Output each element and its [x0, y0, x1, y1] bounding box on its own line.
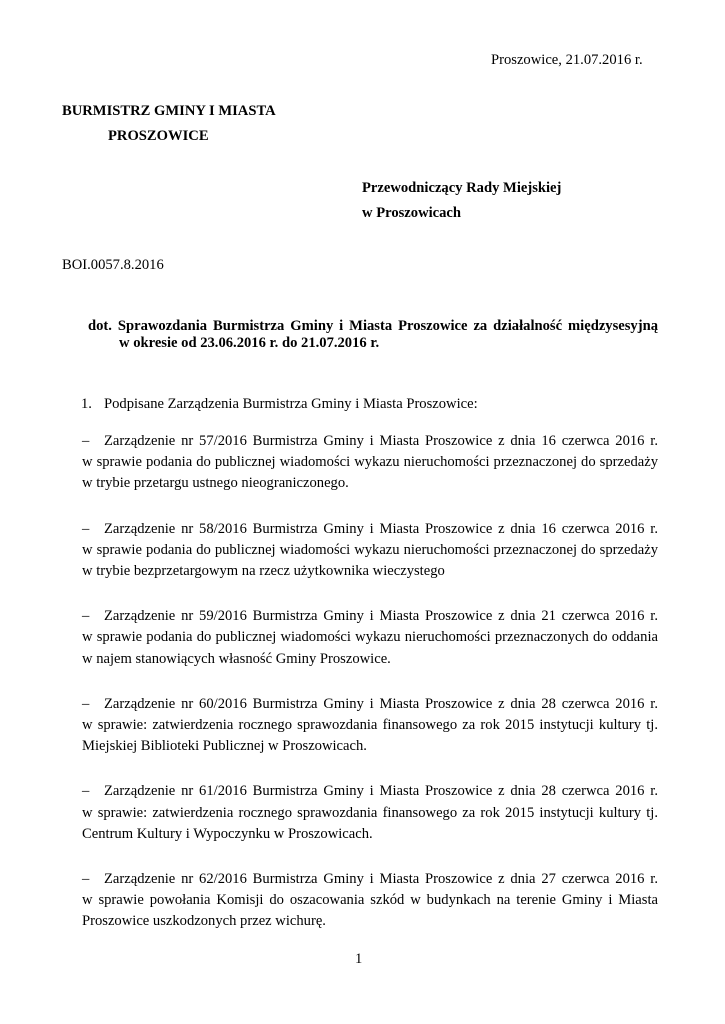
- item-first-line: Zarządzenie nr 58/2016 Burmistrza Gminy i Miasta Proszowice z dnia 16 czerwca 2016 r.: [104, 520, 658, 537]
- list-item: [82, 694, 658, 758]
- issuer-line-1: BURMISTRZ GMINY I MIASTA: [62, 103, 276, 119]
- page-number: 1: [355, 951, 363, 967]
- section-heading: [81, 396, 478, 413]
- section-number: 1.: [81, 396, 92, 412]
- item-first-line: Zarządzenie nr 57/2016 Burmistrza Gminy i Miasta Proszowice z dnia 16 czerwca 2016 r.: [104, 433, 658, 449]
- recipient-line-2: w Proszowicach: [362, 205, 462, 221]
- item-description: w sprawie podania do publicznej wiadomości wykazu nieruchomości przeznaczonej do sprzedaży w trybie bezprzetargowym na rzecz użytkownika wieczystego: [82, 541, 658, 580]
- list-item: [82, 869, 658, 933]
- item-first-line: Zarządzenie nr 60/2016 Burmistrza Gminy i Miasta Proszowice z dnia 28 czerwca 2016 r.: [104, 695, 658, 712]
- bullet-dash: –: [82, 520, 90, 537]
- bullet-dash: –: [82, 433, 90, 449]
- section-title: Podpisane Zarządzenia Burmistrza Gminy i Miasta Proszowice:: [104, 396, 478, 412]
- list-item: [82, 519, 658, 583]
- item-description: w sprawie powołania Komisji do oszacowania szkód w budynkach na terenie Gminy i Miasta Proszowice uszkodzonych przez wichurę.: [82, 892, 658, 930]
- list-item: [82, 781, 658, 845]
- bullet-dash: –: [82, 871, 90, 888]
- bullet-dash: –: [82, 608, 90, 625]
- reference-number: BOI.0057.8.2016: [62, 257, 164, 273]
- item-description: w sprawie: zatwierdzenia rocznego sprawozdania finansowego za rok 2015 instytucji kultury tj. Miejskiej Biblioteki Publicznej w Proszowicach.: [82, 717, 658, 755]
- issuer-line-2: PROSZOWICE: [108, 128, 209, 144]
- place-date: Proszowice, 21.07.2016 r.: [491, 52, 643, 68]
- item-description: w sprawie podania do publicznej wiadomości wykazu nieruchomości przeznaczonych do oddania w najem stanowiących własność Gminy Proszowice.: [82, 629, 658, 667]
- recipient-line-1: Przewodniczący Rady Miejskiej: [362, 180, 562, 196]
- subject: [88, 318, 658, 352]
- bullet-dash: –: [82, 783, 90, 800]
- item-first-line: Zarządzenie nr 62/2016 Burmistrza Gminy i Miasta Proszowice z dnia 27 czerwca 2016 r.: [104, 871, 658, 888]
- item-first-line: Zarządzenie nr 61/2016 Burmistrza Gminy i Miasta Proszowice z dnia 28 czerwca 2016 r.: [104, 783, 658, 800]
- list-item: [82, 431, 658, 495]
- ordinance-list: [82, 431, 658, 957]
- subject-line-1: dot. Sprawozdania Burmistrza Gminy i Miasta Proszowice za działalność międzysesyjną: [88, 318, 658, 334]
- item-description: w sprawie podania do publicznej wiadomości wykazu nieruchomości przeznaczonej do sprzedaży w trybie przetargu ustnego nieograniczonego.: [82, 454, 658, 492]
- item-description: w sprawie: zatwierdzenia rocznego sprawozdania finansowego za rok 2015 instytucji kultury tj. Centrum Kultury i Wypoczynku w Proszowicach.: [82, 804, 658, 842]
- list-item: [82, 606, 658, 670]
- bullet-dash: –: [82, 695, 90, 712]
- subject-line-2: w okresie od 23.06.2016 r. do 21.07.2016 r.: [119, 335, 380, 351]
- item-first-line: Zarządzenie nr 59/2016 Burmistrza Gminy i Miasta Proszowice z dnia 21 czerwca 2016 r.: [104, 608, 658, 625]
